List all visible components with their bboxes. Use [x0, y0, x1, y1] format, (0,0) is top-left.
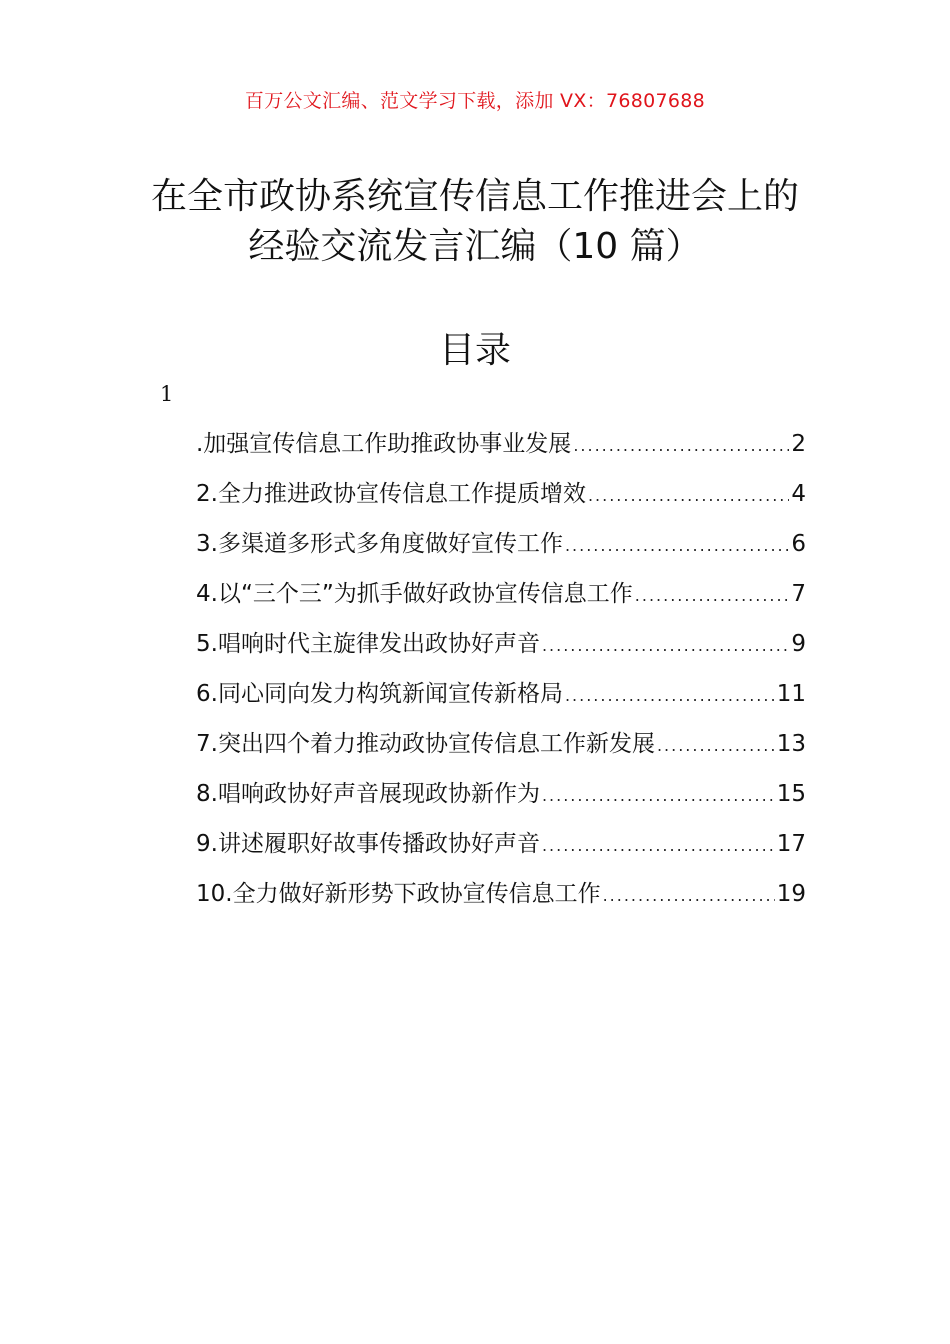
title-line-1: 在全市政协系统宣传信息工作推进会上的 — [150, 176, 799, 217]
toc-entry-10[interactable] — [196, 875, 806, 925]
toc-page-number: 13 — [776, 731, 806, 757]
toc-page-number: 9 — [791, 631, 806, 657]
toc-page-number: 2 — [791, 431, 806, 457]
toc-entry-title: 5.唱响时代主旋律发出政协好声音 — [196, 631, 540, 657]
toc-page-number: 6 — [791, 531, 806, 557]
toc-entry-title: 2.全力推进政协宣传信息工作提质增效 — [196, 481, 586, 507]
table-of-contents — [196, 425, 806, 925]
toc-dot-leader — [565, 686, 775, 705]
toc-entry-title: 7.突出四个着力推动政协宣传信息工作新发展 — [196, 731, 655, 757]
toc-entry-5[interactable] — [196, 625, 806, 675]
document-title — [0, 172, 950, 272]
toc-entry-4[interactable] — [196, 575, 806, 625]
toc-dot-leader — [573, 436, 789, 455]
toc-entry-title: 10.全力做好新形势下政协宣传信息工作 — [196, 881, 601, 907]
toc-heading: 目录 — [438, 330, 511, 371]
toc-page-number: 15 — [776, 781, 806, 807]
toc-page-number: 17 — [776, 831, 806, 857]
toc-entry-title: .加强宣传信息工作助推政协事业发展 — [196, 431, 572, 457]
toc-entry-6[interactable] — [196, 675, 806, 725]
toc-entry-title: 8.唱响政协好声音展现政协新作为 — [196, 781, 540, 807]
toc-dot-leader — [603, 886, 775, 905]
toc-dot-leader — [635, 586, 790, 605]
toc-entry-1[interactable] — [196, 425, 806, 475]
toc-entry-3[interactable] — [196, 525, 806, 575]
toc-page-number: 11 — [776, 681, 806, 707]
toc-page-number: 19 — [776, 881, 806, 907]
toc-entry-title: 3.多渠道多形式多角度做好宣传工作 — [196, 531, 563, 557]
toc-dot-leader — [565, 536, 789, 555]
toc-entry-title: 9.讲述履职好故事传播政协好声音 — [196, 831, 540, 857]
toc-dot-leader — [542, 786, 775, 805]
toc-dot-leader — [657, 736, 775, 755]
title-line-2: 经验交流发言汇编（10 篇） — [248, 226, 702, 267]
toc-entry-title: 4.以“三个三”为抓手做好政协宣传信息工作 — [196, 581, 633, 607]
toc-entry-9[interactable] — [196, 825, 806, 875]
toc-entry-title: 6.同心同向发力构筑新闻宣传新格局 — [196, 681, 563, 707]
toc-entry-7[interactable] — [196, 725, 806, 775]
toc-dot-leader — [588, 486, 789, 505]
toc-dot-leader — [542, 836, 775, 855]
toc-page-number: 4 — [791, 481, 806, 507]
toc-page-number: 7 — [791, 581, 806, 607]
toc-entry-8[interactable] — [196, 775, 806, 825]
toc-entry-2[interactable] — [196, 475, 806, 525]
page-marker-number: 1 — [160, 382, 174, 406]
toc-dot-leader — [542, 636, 789, 655]
watermark-banner: 百万公文汇编、范文学习下载，添加 VX：76807688 — [244, 90, 706, 112]
